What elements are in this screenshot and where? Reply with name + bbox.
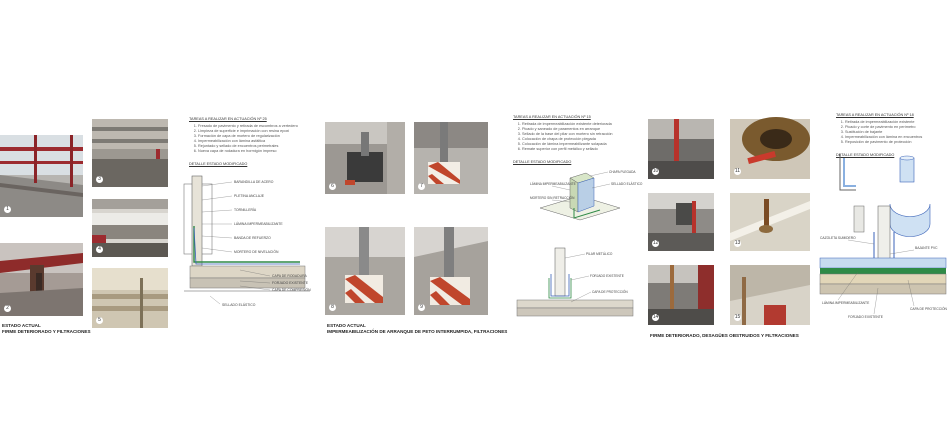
caption-subtitle: FIRME DETERIORADO, DESAGÜES OBSTRUIDOS Y FILTRACIONES xyxy=(650,333,799,338)
sketch-label: FORJADO EXISTENTE xyxy=(272,281,308,285)
photo-ceiling-beam xyxy=(730,193,810,251)
photo-railing-pavement xyxy=(0,135,83,217)
sketch-label: LÁMINA IMPERMEABILIZANTE xyxy=(234,222,283,226)
notes-title: TAREAS A REALIZAR EN ACTUACIÓN Nº 15 xyxy=(513,115,591,119)
notes-title: TAREAS A REALIZAR EN ACTUACIÓN Nº 25 xyxy=(189,117,267,121)
photo-structure-corner xyxy=(730,265,810,325)
sketch-label: MORTERO SIN RETRACCIÓN xyxy=(530,196,575,200)
notes-title: TAREAS A REALIZAR EN ACTUACIÓN Nº 18 xyxy=(836,113,914,117)
task-item: 3. Formación de capa de mortero de regularización xyxy=(198,134,309,139)
photo-post-base-grey xyxy=(325,122,405,194)
task-item: 2. Picado y saneado de paramentos en arranque xyxy=(522,127,633,132)
photo-number: 4 xyxy=(96,246,103,253)
sketch-label: BAJANTE PVC xyxy=(915,246,938,250)
photo-post-base-striped xyxy=(414,122,488,194)
photo-ceiling-stain xyxy=(730,119,810,179)
sketch-label: CAPA DE PROTECCIÓN xyxy=(910,307,947,311)
task-list xyxy=(513,122,633,152)
panel-2-caption xyxy=(327,323,507,335)
task-item: 1. Fresado de pavimento y retirada de escombros a vertedero xyxy=(198,124,309,129)
sketch-label: CHAPA PLEGADA xyxy=(609,170,636,174)
task-item: 4. Impermeabilización con lámina asfáltica xyxy=(198,139,309,144)
panel-1-notes xyxy=(189,117,309,167)
caption-subtitle: FIRME DETERIORADO Y FILTRACIONES xyxy=(2,329,91,334)
panel-1-caption xyxy=(2,323,91,335)
sketch-label: FORJADO EXISTENTE xyxy=(590,274,624,278)
task-item: 1. Retirada de impermeabilización existente xyxy=(845,120,948,125)
sketch-label: CAPA DE RODADURA xyxy=(272,274,307,278)
sketch-label: PLETINA ANCLAJE xyxy=(234,194,264,198)
caption-title: ESTADO ACTUAL xyxy=(2,323,41,328)
photo-slab-underside xyxy=(92,119,168,187)
sketch-label: FORJADO EXISTENTE xyxy=(848,315,883,319)
panel-3-iso-sketch xyxy=(530,168,643,238)
panel-3-section-sketch xyxy=(515,244,635,324)
photo-number: 13 xyxy=(734,240,741,246)
photo-number: 15 xyxy=(734,314,741,320)
photo-number: 1 xyxy=(4,206,11,213)
photo-slab-edge xyxy=(92,199,168,257)
sketch-label: SELLADO ELÁSTICO xyxy=(611,182,643,186)
sketch-label: PILAR METÁLICO xyxy=(586,252,613,256)
sketch-label: MORTERO DE NIVELACIÓN xyxy=(234,250,279,254)
detail-title: DETALLE ESTADO MODIFICADO xyxy=(189,162,248,166)
panel-3-notes xyxy=(513,115,633,165)
task-item: 4. Colocación de chapa de protección plegada xyxy=(522,137,633,142)
sketch-label: LÁMINA IMPERMEABILIZANTE xyxy=(822,301,870,305)
photo-ceiling-damage xyxy=(92,268,168,328)
photo-bollard-right xyxy=(414,227,488,315)
task-item: 2. Limpieza de superficie e imprimación con resina epoxi xyxy=(198,129,309,134)
task-item: 1. Retirada de impermeabilización existente deteriorada xyxy=(522,122,633,127)
sketch-label: CAPA DE COMPRESIÓN xyxy=(272,288,311,292)
task-list xyxy=(836,120,948,145)
photo-number: 14 xyxy=(652,314,659,320)
task-list xyxy=(189,124,309,154)
sketch-label: SELLADO ELÁSTICO xyxy=(222,303,256,307)
photo-number: 11 xyxy=(734,168,741,174)
photo-number: 3 xyxy=(96,176,103,183)
photo-number: 6 xyxy=(329,183,336,190)
detail-title: DETALLE ESTADO MODIFICADO xyxy=(836,153,895,157)
task-item: 3. Sustitución de bajante xyxy=(845,130,948,135)
photo-rusted-anchor xyxy=(0,243,83,316)
sketch-label: BARANDILLA DE ACERO xyxy=(234,180,274,184)
photo-red-drainpipe xyxy=(648,119,714,179)
photo-bollard-left xyxy=(325,227,405,315)
photo-number: 8 xyxy=(329,304,336,311)
photo-number: 2 xyxy=(4,305,11,312)
task-item: 5. Colocación de lámina impermeabilizante solapada xyxy=(522,142,633,147)
detail-title: DETALLE ESTADO MODIFICADO xyxy=(513,160,572,164)
task-item: 3. Sellado de la base del pilar con mortero sin retracción xyxy=(522,132,633,137)
panel-1-detail-sketch xyxy=(180,166,320,316)
task-item: 5. Rejuntado y sellado de encuentros perimetrales xyxy=(198,144,309,149)
panel-4-section-sketch xyxy=(818,206,948,324)
panel-4-caption-sub xyxy=(650,333,799,339)
photo-number: 7 xyxy=(418,183,425,190)
sketch-label: TORNILLERÍA xyxy=(234,208,257,212)
task-item: 6. Nueva capa de rodadura en hormigón impreso xyxy=(198,149,309,154)
caption-subtitle: IMPERMEABILIZACIÓN DE ARRANQUE DE PETO INTERRUMPIDA, FILTRACIONES xyxy=(327,329,508,334)
caption-title: ESTADO ACTUAL xyxy=(327,323,366,328)
sketch-label: CAPA DE PROTECCIÓN xyxy=(592,290,628,294)
photo-number: 12 xyxy=(652,240,659,246)
photo-electric-box xyxy=(648,193,714,251)
task-item: 4. Impermeabilización con lámina en encuentros xyxy=(845,135,948,140)
photo-door-pipe xyxy=(648,265,714,325)
photo-number: 5 xyxy=(96,317,103,324)
task-item: 6. Remate superior con perfil metálico y sellado xyxy=(522,147,633,152)
task-item: 2. Picado y corte de pavimento en perímetro xyxy=(845,125,948,130)
sketch-label: LÁMINA IMPERMEABILIZANTE xyxy=(530,182,576,186)
photo-number: 9 xyxy=(418,304,425,311)
task-item: 5. Reposición de pavimento de protección xyxy=(845,140,948,145)
sketch-label: BANDA DE REFUERZO xyxy=(234,236,271,240)
photo-number: 10 xyxy=(652,168,659,174)
sketch-label: CAZOLETA SUMIDERO xyxy=(820,236,856,240)
